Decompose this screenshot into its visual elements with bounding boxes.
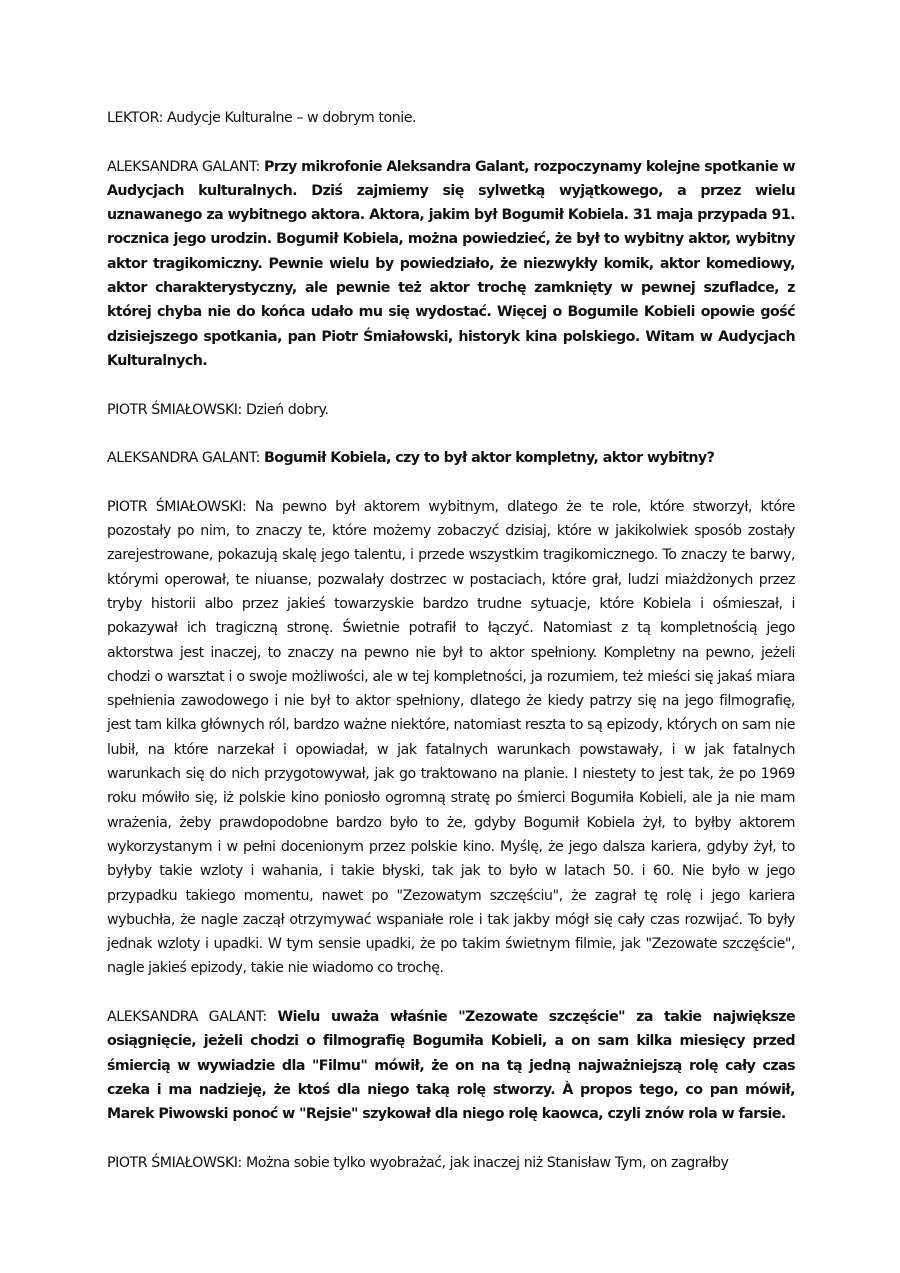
- speech-text: Dzień dobry.: [245, 401, 329, 418]
- speech-text: Wielu uważa właśnie "Zezowate szczęście" za takie największe osiągnięcie, jeżeli chodzi o filmografię Bogumiła Kobieli, a on sam kilka miesięcy przed śmiercią w wywiadzie dla "Filmu" mówił, że on na tą jedną najważniejszą rolę cały czas czeka i ma nadzieję, że ktoś dla niego taką rolę stworzy. À propos tego, co pan mówił, Marek Piwowski ponoć w "Rejsie" szykował dla niego rolę kaowca, czyli znów rola w farsie.: [107, 1008, 796, 1123]
- paragraph-lektor-intro: [107, 106, 795, 130]
- speech-text: Można sobie tylko wyobrażać, jak inaczej niż Stanisław Tym, on zagrałby: [245, 1154, 729, 1171]
- speech-text: Bogumił Kobiela, czy to był aktor kompletny, aktor wybitny?: [263, 450, 715, 467]
- speaker-label: PIOTR ŚMIAŁOWSKI:: [107, 1154, 242, 1171]
- paragraph-galant-intro: [107, 155, 795, 374]
- speaker-label: ALEKSANDRA GALANT:: [107, 450, 260, 467]
- paragraph-smialowski-continuation: [107, 1151, 795, 1175]
- speaker-label: PIOTR ŚMIAŁOWSKI:: [107, 498, 247, 515]
- paragraph-galant-followup: [107, 1005, 795, 1126]
- speaker-label: LEKTOR:: [107, 110, 163, 126]
- paragraph-smialowski-answer: [107, 495, 795, 981]
- paragraph-galant-question: [107, 446, 795, 470]
- speaker-label: ALEKSANDRA GALANT:: [107, 1008, 267, 1025]
- transcript-page: [107, 106, 795, 1199]
- speech-text: Audycje Kulturalne – w dobrym tonie.: [167, 110, 417, 126]
- speaker-label: ALEKSANDRA GALANT:: [107, 158, 260, 175]
- speaker-label: PIOTR ŚMIAŁOWSKI:: [107, 401, 242, 418]
- paragraph-smialowski-greeting: [107, 398, 795, 422]
- speech-text: Na pewno był aktorem wybitnym, dlatego że te role, które stworzył, które pozostały po nim, to znaczy te, które możemy zobaczyć dzisiaj, które w jakikolwiek sposób zostały zarejestrowane, pokazują skalę jego talentu, i przede wszystkim tragikomicznego. To znaczy te barwy, którymi operował, te niuanse, pozwalały dostrzec w postaciach, które grał, ludzi miażdżonych przez tryby historii albo przez jakieś towarzyskie bardzo trudne sytuacje, które Kobiela i ośmieszał, i pokazywał ich tragiczną stronę. Świetnie potrafił to łączyć. Natomiast z tą kompletnością jego aktorstwa jest inaczej, to znaczy na pewno nie był to aktor spełniony. Kompletny na pewno, jeżeli chodzi o warsztat i o swoje możliwości, ale w tej kompletności, ja rozumiem, też mieści się jakaś miara spełnienia zawodowego i nie był to aktor spełniony, dlatego że kiedy patrzy się na jego filmografię, jest tam kilka głównych ról, bardzo ważne niektóre, natomiast reszta to są epizody, których on sam nie lubił, na które narzekał i opowiadał, w jak fatalnych warunkach powstawały, i w jak fatalnych warunkach się do nich przygotowywał, jak go traktowano na planie. I niestety to jest tak, że po 1969 roku mówiło się, iż polskie kino poniosło ogromną stratę po śmierci Bogumiła Kobieli, ale ja nie mam wrażenia, żeby prawdopodobne bardzo było to że, gdyby Bogumił Kobiela żył, to byłby aktorem wykorzystanym i w pełni docenionym przez polskie kino. Myślę, że jego dalsza kariera, gdyby żył, to byłyby takie wzloty i wahania, i takie błyski, tak jak to było w latach 50. i 60. Nie było w jego przypadku takiego momentu, nawet po "Zezowatym szczęściu", że zagrał tę rolę i jego kariera wybuchła, że nagle zaczął otrzymywać wspaniałe role i tak jakby mógł się cały czas rozwijać. To były jednak wzloty i upadki. W tym sensie upadki, że po takim świetnym filmie, jak "Zezowate szczęście", nagle jakieś epizody, takie nie wiadomo co trochę.: [107, 498, 795, 977]
- speech-text: Przy mikrofonie Aleksandra Galant, rozpoczynamy kolejne spotkanie w Audycjach kulturalnych. Dziś zajmiemy się sylwetką wyjątkowego, a przez wielu uznawanego za wybitnego aktora. Aktora, jakim był Bogumił Kobiela. 31 maja przypada 91. rocznica jego urodzin. Bogumił Kobiela, można powiedzieć, że był to wybitny aktor, wybitny aktor tragikomiczny. Pewnie wielu by powiedziało, że niezwykły komik, aktor komediowy, aktor charakterystyczny, ale pewnie też aktor trochę zamknięty w pewnej szufladce, z której chyba nie do końca udało mu się wydostać. Więcej o Bogumile Kobieli opowie gość dzisiejszego spotkania, pan Piotr Śmiałowski, historyk kina polskiego. Witam w Audycjach Kulturalnych.: [107, 158, 796, 369]
